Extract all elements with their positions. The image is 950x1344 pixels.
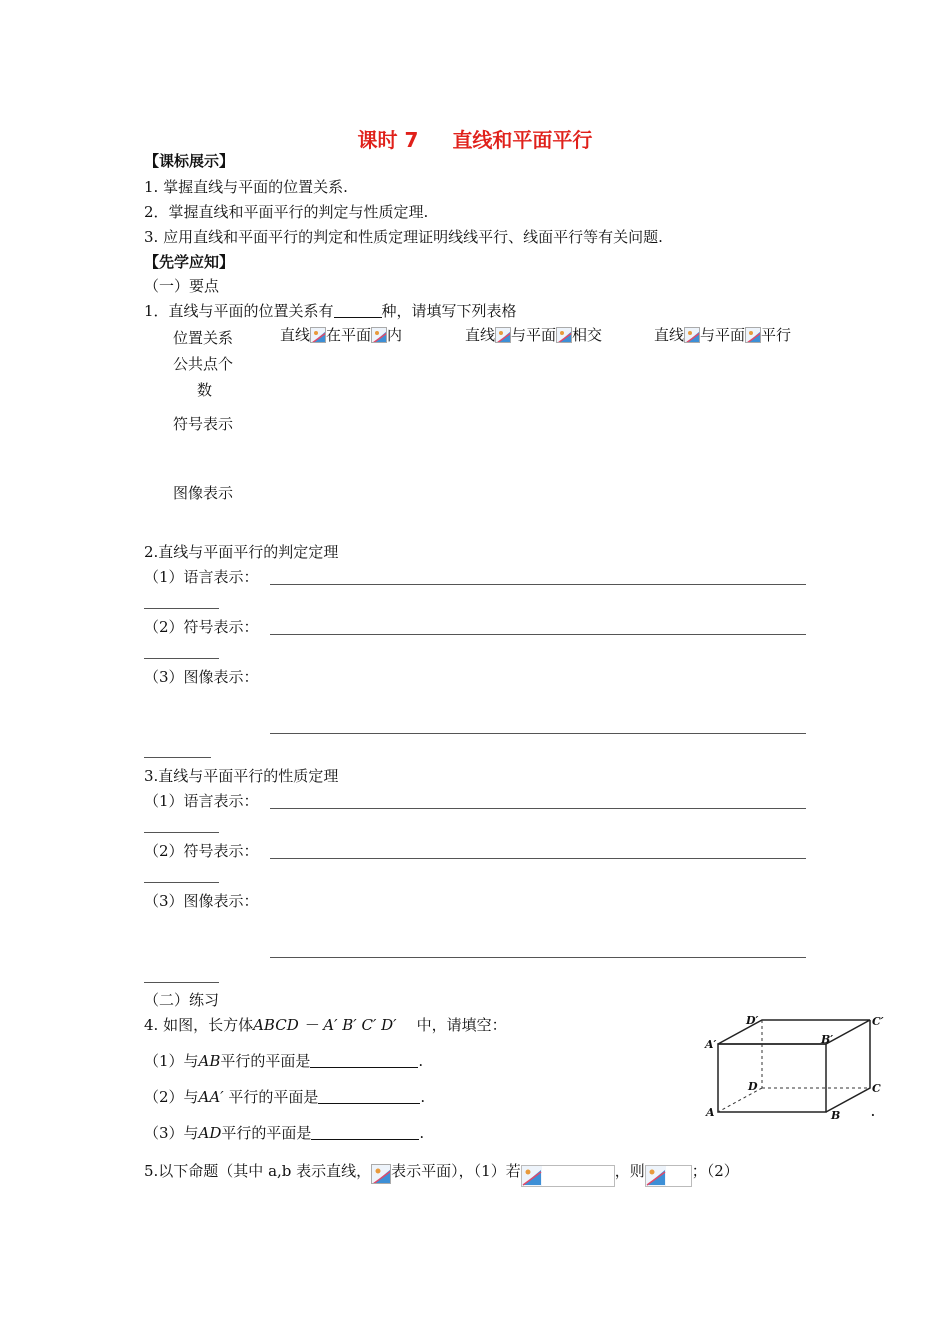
standard-3: 3. 应用直线和平面平行的判定和性质定理证明线线平行、线面平行等有关问题. bbox=[144, 228, 663, 246]
formula-box bbox=[521, 1165, 615, 1187]
answer-line-continued[interactable] bbox=[144, 608, 219, 609]
q4-item-3: （3）与AD平行的平面是 . bbox=[144, 1124, 425, 1142]
standard-2: 2．掌握直线和平面平行的判定与性质定理. bbox=[144, 203, 429, 221]
broken-image-icon bbox=[745, 327, 761, 343]
question-5: 5.以下命题（其中 a,b 表示直线， 表示平面），（1）若 ，则 ；（2） bbox=[144, 1160, 739, 1187]
fill-blank[interactable] bbox=[310, 1051, 418, 1068]
table-col-3: 直线 与平面 平行 bbox=[654, 326, 792, 344]
answer-line[interactable] bbox=[270, 733, 806, 734]
standards-heading: 【课标展示】 bbox=[144, 152, 235, 170]
answer-line[interactable] bbox=[270, 808, 806, 809]
broken-image-icon bbox=[646, 1166, 666, 1186]
label-D1: D′ bbox=[746, 1014, 759, 1027]
fill-blank[interactable] bbox=[334, 301, 382, 318]
broken-image-icon bbox=[371, 327, 387, 343]
q2-image-label: （3）图像表示： bbox=[144, 668, 259, 686]
broken-image-icon bbox=[684, 327, 700, 343]
answer-line-continued[interactable] bbox=[144, 658, 219, 659]
broken-image-icon bbox=[371, 1164, 391, 1184]
q4-item-1: （1）与AB平行的平面是 . bbox=[144, 1052, 424, 1070]
label-C1: C′ bbox=[872, 1015, 884, 1028]
q3-image-label: （3）图像表示： bbox=[144, 892, 259, 910]
q3-language-label: （1）语言表示： bbox=[144, 792, 259, 810]
label-B: B bbox=[831, 1109, 841, 1122]
row-label-points: 公共点个 bbox=[173, 355, 234, 373]
answer-line[interactable] bbox=[270, 858, 806, 859]
answer-line-continued[interactable] bbox=[144, 757, 211, 758]
answer-line[interactable] bbox=[270, 957, 806, 958]
q3-title: 3.直线与平面平行的性质定理 bbox=[144, 767, 339, 785]
cuboid-figure bbox=[700, 1010, 890, 1125]
part1-label: （一）要点 bbox=[144, 277, 220, 295]
answer-line[interactable] bbox=[270, 584, 806, 585]
row-label-image: 图像表示 bbox=[173, 484, 234, 502]
table-col-2: 直线 与平面 相交 bbox=[465, 326, 603, 344]
answer-line-continued[interactable] bbox=[144, 882, 219, 883]
table-col-1: 直线 在平面 内 bbox=[280, 326, 403, 344]
preknow-heading: 【先学应知】 bbox=[144, 253, 235, 271]
q2-symbol-label: （2）符号表示： bbox=[144, 618, 259, 636]
broken-image-icon bbox=[495, 327, 511, 343]
answer-line-continued[interactable] bbox=[144, 832, 219, 833]
label-A: A bbox=[706, 1106, 715, 1119]
fill-blank[interactable] bbox=[311, 1123, 419, 1140]
answer-line[interactable] bbox=[270, 634, 806, 635]
row-label-points-2: 数 bbox=[197, 381, 213, 399]
part2-label: （二）练习 bbox=[144, 991, 220, 1009]
formula-box bbox=[645, 1165, 692, 1187]
fill-blank[interactable] bbox=[318, 1087, 420, 1104]
q2-language-label: （1）语言表示： bbox=[144, 568, 259, 586]
standard-1: 1. 掌握直线与平面的位置关系. bbox=[144, 178, 348, 196]
label-C: C bbox=[872, 1082, 881, 1095]
q2-title: 2.直线与平面平行的判定定理 bbox=[144, 543, 339, 561]
q4-item-2: （2）与AA′ 平行的平面是 . bbox=[144, 1088, 426, 1106]
label-B1: B′ bbox=[821, 1033, 834, 1046]
label-A1: A′ bbox=[705, 1038, 717, 1051]
page-title: 课时 7 直线和平面平行 bbox=[357, 128, 593, 152]
row-label-symbol: 符号表示 bbox=[173, 415, 234, 433]
broken-image-icon bbox=[556, 327, 572, 343]
broken-image-icon bbox=[522, 1166, 542, 1186]
label-dot: . bbox=[871, 1106, 875, 1119]
question-4: 4. 如图，长方体ABCD － A′ B′ C′ D′ 中，请填空： bbox=[144, 1016, 507, 1034]
row-label-relation: 位置关系 bbox=[173, 329, 234, 347]
label-D: D bbox=[748, 1080, 758, 1093]
question-1: 1．直线与平面的位置关系有 种，请填写下列表格 bbox=[144, 302, 517, 320]
answer-line-continued[interactable] bbox=[144, 982, 219, 983]
broken-image-icon bbox=[310, 327, 326, 343]
q3-symbol-label: （2）符号表示： bbox=[144, 842, 259, 860]
